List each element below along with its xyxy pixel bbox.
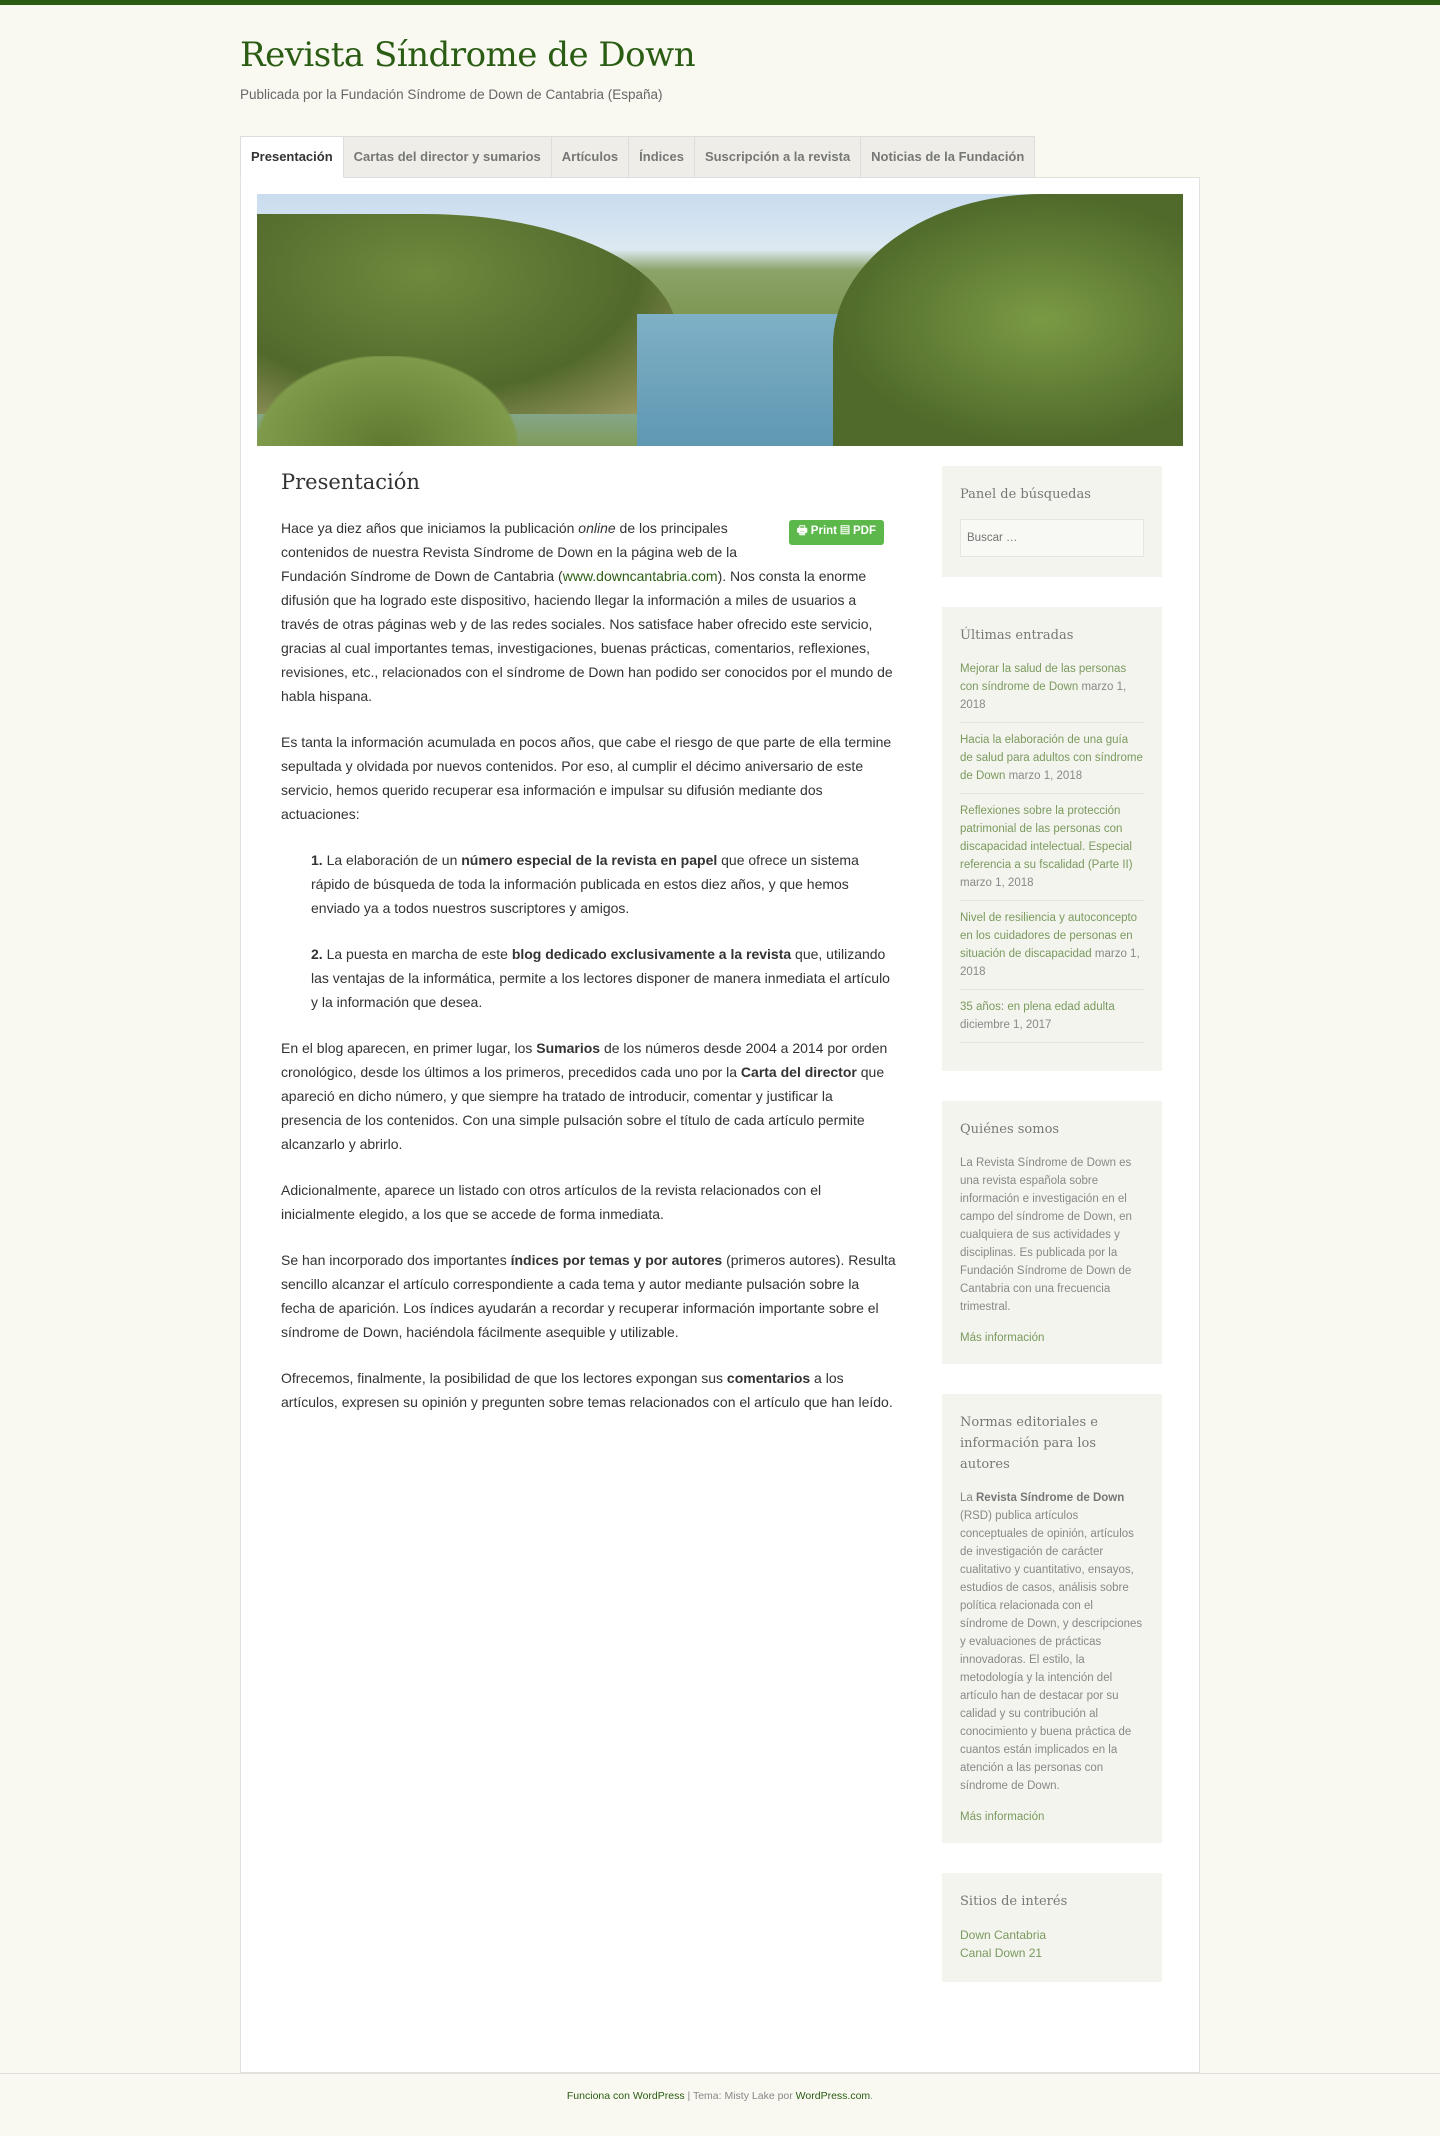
tab-articulos[interactable]: Artículos — [552, 136, 629, 178]
widget-title: Últimas entradas — [960, 628, 1074, 643]
text-segment: La puesta en marcha de este — [322, 946, 512, 962]
text-segment: que, utilizando las ventajas de la informática, permite a los lectores disponer de manera inmediata el artículo y la información que desea. — [311, 946, 890, 1010]
widget-title: Quiénes somos — [960, 1122, 1060, 1137]
paragraph — [281, 848, 896, 920]
tab-cartas[interactable]: Cartas del director y sumarios — [344, 136, 552, 178]
sidebar — [942, 466, 1162, 2012]
norms-pre: La — [960, 1492, 976, 1504]
downcantabria-link[interactable]: www.downcantabria.com — [562, 568, 718, 584]
recent-post-item — [960, 998, 1144, 1043]
search-widget — [942, 466, 1162, 577]
widget-title: Panel de búsquedas — [960, 487, 1091, 502]
wordpress-com-link[interactable]: WordPress.com — [795, 2090, 871, 2102]
recent-post-item — [960, 909, 1144, 990]
text-segment: que apareció en dicho número, y que siempre ha tratado de introducir, comentar y justificar la presencia de los contenidos. Con una simple pulsación sobre el título de cada artículo permite alcanzarlo y abrirlo. — [281, 1064, 885, 1152]
recent-post-item — [960, 802, 1144, 901]
text-segment: Ofrecemos, finalmente, la posibilidad de que los lectores expongan sus — [281, 1370, 727, 1386]
pdf-icon: ▤ — [840, 525, 850, 537]
text-segment: Se han incorporado dos importantes — [281, 1252, 511, 1268]
site-footer — [0, 2073, 1440, 2132]
site-description: Publicada por la Fundación Síndrome de Down de Cantabria (España) — [240, 87, 663, 102]
entry-title: Presentación — [281, 470, 420, 494]
text-segment: que ofrece un sistema rápido de búsqueda de toda la información publicada en estos diez años, y que hemos enviado ya a todos nuestros suscriptores y amigos. — [311, 852, 859, 916]
entry-content — [281, 516, 896, 1414]
post-date: marzo 1, 2018 — [960, 948, 1140, 978]
post-date: marzo 1, 2018 — [960, 877, 1034, 889]
recent-post-link[interactable]: Reflexiones sobre la protección patrimonial de las personas con discapacidad intelectual. Especial referencia a su fscalidad (Parte II) — [960, 805, 1133, 871]
text-segment: En el blog aparecen, en primer lugar, los — [281, 1040, 537, 1056]
tab-suscripcion[interactable]: Suscripción a la revista — [695, 136, 861, 178]
main-nav — [240, 136, 1200, 178]
text-segment: ). Nos consta la enorme difusión que ha logrado este dispositivo, haciendo llegar la información a miles de usuarios a través de otras páginas web y de las redes sociales. Nos satisface haber ofrecido este servicio, gracias al cual importantes temas, investigaciones, buenas prácticas, comentarios, reflexiones, revisiones, etc., relacionados con el síndrome de Down han podido ser conocidos por el mundo de habla hispana. — [281, 568, 893, 704]
tab-presentacion[interactable]: Presentación — [240, 136, 344, 178]
search-input[interactable] — [960, 519, 1144, 557]
recent-post-link[interactable]: Mejorar la salud de las personas con síndrome de Down — [960, 663, 1127, 693]
tab-noticias[interactable]: Noticias de la Fundación — [861, 136, 1035, 178]
wordpress-link[interactable]: Funciona con WordPress — [566, 2090, 685, 2102]
text-segment: Es tanta la información acumulada en pocos años, que cabe el riesgo de que parte de ella termine sepultada y olvidada por nuevos contenidos. Por eso, al cumplir el décimo aniversario de este servicio, hemos querido recuperar esa información e impulsar su difusión mediante dos actuaciones: — [281, 734, 892, 822]
printer-icon: 🖶 — [796, 525, 808, 537]
link-canal-down-21[interactable]: Canal Down 21 — [960, 1946, 1043, 1960]
text-segment: (primeros autores). Resulta sencillo alcanzar el artículo correspondiente a cada tema y autor mediante pulsación sobre la fecha de aparición. Los índices ayudarán a recordar y recuperar información importante sobre el síndrome de Down, haciéndola fácilmente asequible y utilizable. — [281, 1252, 896, 1340]
text-segment: Sumarios — [536, 1040, 601, 1056]
recent-post-link[interactable]: Hacia la elaboración de una guía de salud para adultos con síndrome de Down — [960, 734, 1143, 782]
text-segment: Hace ya diez años que iniciamos la publicación — [281, 520, 579, 536]
post-date: marzo 1, 2018 — [960, 681, 1127, 711]
print-pdf-button[interactable] — [789, 520, 884, 545]
text-segment: de los principales contenidos de nuestra Revista Síndrome de Down en la página web de la Fundación Síndrome de Down de Cantabria ( — [281, 520, 738, 584]
about-text: La Revista Síndrome de Down es una revista española sobre información e investigación en el campo del síndrome de Down, en cualquiera de sus actividades y disciplinas. Es publicada por la Fundación Síndrome de Down de Cantabria con una frecuencia trimestral. — [960, 1157, 1132, 1313]
text-segment: 1. — [311, 852, 323, 868]
recent-post-item — [960, 731, 1144, 794]
paragraph — [281, 1248, 896, 1344]
text-segment: blog dedicado exclusivamente a la revista — [511, 946, 792, 962]
about-more-link[interactable]: Más información — [960, 1332, 1045, 1344]
print-label: Print — [810, 525, 837, 537]
paragraph — [281, 942, 896, 1014]
tab-indices[interactable]: Índices — [629, 136, 695, 178]
paragraph — [281, 1036, 896, 1156]
header-image-lake — [257, 194, 1183, 446]
paragraph — [281, 730, 896, 826]
recent-post-link[interactable]: 35 años: en plena edad adulta — [960, 1001, 1115, 1013]
widget-title: Sitios de interés — [960, 1894, 1068, 1909]
paragraph — [281, 1178, 896, 1226]
post-date: diciembre 1, 2017 — [960, 1019, 1052, 1031]
text-segment: 2. — [311, 946, 323, 962]
link-down-cantabria[interactable]: Down Cantabria — [960, 1928, 1047, 1942]
norms-widget — [942, 1394, 1162, 1843]
norms-body: (RSD) publica artículos conceptuales de opinión, artículos de investigación de carácter cualitativo y cuantitativo, ensayos, estudios de casos, análisis sobre política relacionada con el síndrome de Down, y descripciones y evaluaciones de prácticas innovadoras. El estilo, la metodología y la intención del artículo han de destacar por su calidad y su contribución al conocimiento y buena práctica de cuantos están implicados en la atención a las personas con síndrome de Down. — [960, 1510, 1143, 1792]
norms-text — [960, 1489, 1144, 1795]
text-segment: a los artículos, expresen su opinión y pregunten sobre temas relacionados con el artículo que han leído. — [281, 1370, 893, 1410]
post-date: marzo 1, 2018 — [1008, 770, 1083, 782]
text-segment: índices por temas y por autores — [510, 1252, 723, 1268]
footer-end: . — [870, 2090, 874, 2102]
recent-post-item — [960, 660, 1144, 723]
text-segment: comentarios — [726, 1370, 811, 1386]
entry — [281, 466, 896, 2012]
text-segment: Carta del director — [740, 1064, 857, 1080]
text-segment: Adicionalmente, aparece un listado con otros artículos de la revista relacionados con el inicialmente elegido, a los que se accede de forma inmediata. — [281, 1182, 822, 1222]
site-title[interactable]: Revista Síndrome de Down — [240, 35, 696, 75]
content-box — [240, 177, 1200, 2073]
text-segment: online — [578, 520, 616, 536]
pdf-label: PDF — [853, 525, 876, 537]
sites-widget — [942, 1873, 1162, 1982]
recent-post-link[interactable]: Nivel de resiliencia y autoconcepto en los cuidadores de personas en situación de discapacidad — [960, 912, 1138, 960]
recent-posts-widget — [942, 607, 1162, 1071]
norms-more-link[interactable]: Más información — [960, 1811, 1045, 1823]
text-segment: número especial de la revista en papel — [461, 852, 718, 868]
text-segment: de los números desde 2004 a 2014 por orden cronológico, desde los últimos a los primeros, precedidos cada uno por la — [281, 1040, 888, 1080]
text-segment: La elaboración de un — [322, 852, 462, 868]
paragraph — [281, 1366, 896, 1414]
about-widget — [942, 1101, 1162, 1364]
widget-title: Normas editoriales e información para los autores — [960, 1415, 1098, 1472]
norms-bold: Revista Síndrome de Down — [976, 1492, 1125, 1504]
footer-text: | Tema: Misty Lake por — [684, 2090, 796, 2102]
